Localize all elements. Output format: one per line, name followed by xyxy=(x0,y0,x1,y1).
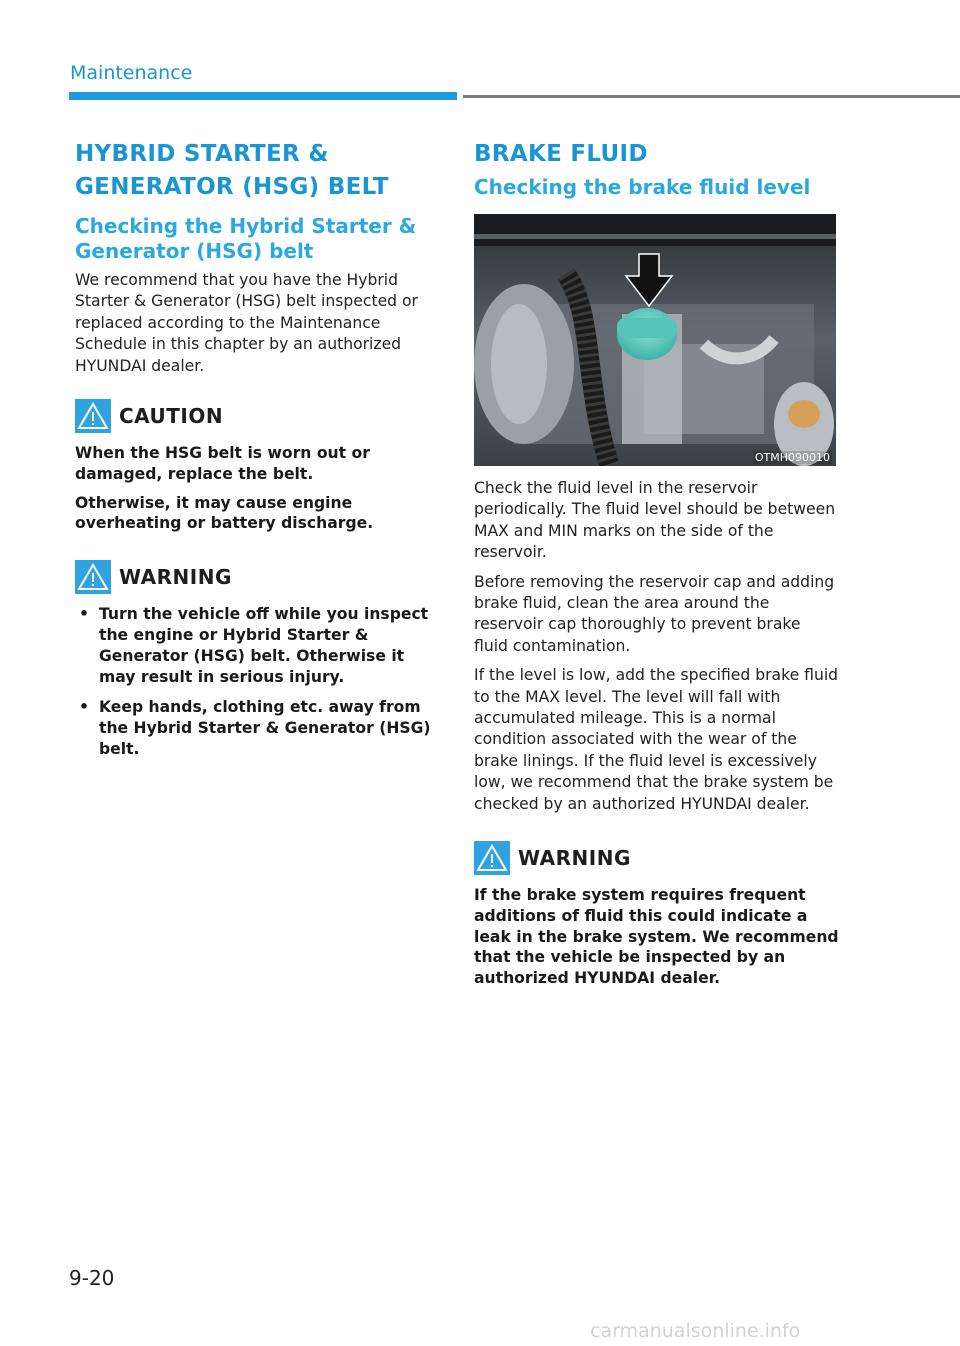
footer-watermark: carmanualsonline.info xyxy=(590,1320,801,1342)
left-column xyxy=(75,138,440,769)
hsg-belt-title xyxy=(75,138,440,204)
brake-warning-header xyxy=(474,841,839,875)
brake-warning-label: WARNING xyxy=(518,846,631,871)
brake-fluid-paragraph: Before removing the reservoir cap and adding brake fluid, clean the area around the reservoir cap thoroughly to prevent brake fluid contamination. xyxy=(474,572,835,655)
header-rule-accent xyxy=(69,92,457,100)
brake-fluid-title: BRAKE FLUID xyxy=(474,141,648,167)
hsg-belt-body: We recommend that you have the Hybrid Starter & Generator (HSG) belt inspected or replaced according to the Maintenance Schedule in this chapter by an authorized HYUNDAI dealer. xyxy=(75,271,418,375)
caution-header xyxy=(75,399,440,433)
warning-bullet-list xyxy=(75,604,440,760)
warning-triangle-icon xyxy=(75,560,111,594)
brake-fluid-subtitle: Checking the brake fluid level xyxy=(474,175,811,199)
hsg-title-line1: HYBRID STARTER & xyxy=(75,141,329,167)
warning-triangle-icon xyxy=(75,399,111,433)
right-column xyxy=(474,138,839,997)
engine-bay-photo xyxy=(474,214,836,466)
caution-text-2: Otherwise, it may cause engine overheating or battery discharge. xyxy=(75,493,374,533)
warning-label: WARNING xyxy=(119,565,232,590)
list-item: • Keep hands, clothing etc. away from the Hybrid Starter & Generator (HSG) belt. xyxy=(75,697,440,760)
list-item: • Turn the vehicle off while you inspect the engine or Hybrid Starter & Generator (HSG) belt. Otherwise it may result in serious injury. xyxy=(75,604,440,688)
warning-header xyxy=(75,560,440,594)
hsg-belt-subtitle: Checking the Hybrid Starter & Generator (HSG) belt xyxy=(75,214,417,263)
caution-label: CAUTION xyxy=(119,404,224,429)
hsg-title-line2: GENERATOR (HSG) BELT xyxy=(75,174,389,200)
section-header: Maintenance xyxy=(70,62,193,84)
brake-warning-text: If the brake system requires frequent additions of fluid this could indicate a leak in the brake system. We recommend that the vehicle be inspected by an authorized HYUNDAI dealer. xyxy=(474,886,839,988)
brake-reservoir-illustration xyxy=(474,214,836,466)
warning-triangle-icon xyxy=(474,841,510,875)
brake-fluid-paragraph: If the level is low, add the specified brake fluid to the MAX level. The level will fall with accumulated mileage. This is a normal condition associated with the wear of the brake linings. If the fluid level is excessively low, we recommend that the brake system be checked by an authorized HYUNDAI dealer. xyxy=(474,666,839,813)
page-number: 9-20 xyxy=(69,1266,115,1290)
brake-fluid-paragraph: Check the fluid level in the reservoir periodically. The fluid level should be between MAX and MIN marks on the side of the reservoir. xyxy=(474,479,836,562)
caution-text-1: When the HSG belt is worn out or damaged, replace the belt. xyxy=(75,444,370,483)
image-code: OTMH090010 xyxy=(754,451,830,464)
header-rule xyxy=(463,95,960,98)
